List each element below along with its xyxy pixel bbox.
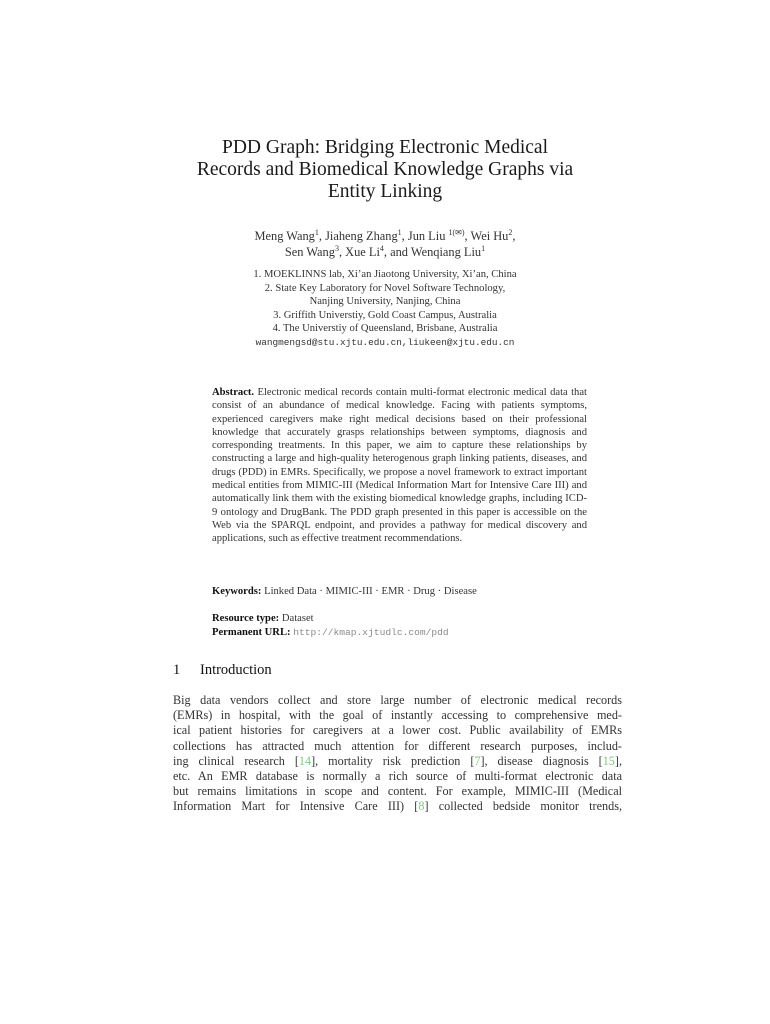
keywords-text: Linked Data · MIMIC-III · EMR · Drug · Disease (264, 586, 477, 597)
text-segment: ], disease diagnosis [ (480, 753, 603, 768)
author-affil-sup: 2 (508, 227, 513, 237)
permanent-url-link[interactable]: http://kmap.xjtudlc.com/pdd (293, 626, 449, 638)
resource-type-label: Resource type: (212, 613, 280, 624)
author-line-2 (0, 245, 770, 261)
text-line: ical patient histories for caregivers at a lower cost. Public availability of EMRs (173, 723, 622, 738)
text-line: Big data vendors collect and store large number of electronic medical records (173, 693, 622, 707)
author-affil-sup: 3 (334, 243, 339, 253)
affiliation-2-cont: Nanjing University, Nanjing, China (309, 296, 461, 308)
author-name: , Xue Li (338, 244, 380, 259)
text-segment: Information Mart for Intensive Care III) [ (173, 799, 419, 814)
section-title: Introduction (200, 662, 272, 678)
text-line: but remains limitations in scope and content. For example, MIMIC-III (Medical (173, 784, 622, 799)
affiliation-2: 2. State Key Laboratory for Novel Software Technology, (264, 282, 506, 294)
permanent-url (212, 626, 612, 640)
abstract-label: Abstract. (212, 387, 255, 398)
text-line: etc. An EMR database is normally a rich source of multi-format electronic data (173, 769, 622, 784)
text-line-with-citations (173, 754, 622, 769)
abstract-text: Electronic medical records contain multi-format electronic medical data that consist of an abundance of medical knowledge. Facing with patients symptoms, experienced caregivers make right medical decisions based on their professional knowledge that accurately grasps relationships between symptoms, diagnosis and corresponding treatments. In this paper, we aim to capture these relationships by constructing a large and high-quality heterogenous graph linking patients, diseases, and drugs (PDD) in EMRs. Specifically, we propose a novel framework to extract important medical entities from MIMIC-III (Medical Information Mart for Intensive Care III) and automatically link them with the existing biomedical knowledge graphs, including ICD-9 ontology and DrugBank. The PDD graph presented in this paper is accessible on the Web via the SPARQL endpoint, and provides a pathway for medical discovery and applications, such as effective treatment recommendations. (212, 387, 587, 545)
text-line: (EMRs) in hospital, with the goal of instantly accessing to comprehensive med- (173, 708, 622, 723)
resource-type-value: Dataset (281, 613, 314, 624)
permanent-url-label: Permanent URL: (212, 626, 291, 638)
text-segment: ], mortality risk prediction [ (311, 753, 475, 768)
title-line-1: PDD Graph: Bridging Electronic Medical (221, 137, 548, 158)
author-affil-sup: 1 (314, 227, 319, 237)
citation-link[interactable]: 7 (474, 753, 481, 768)
paper-title (0, 137, 770, 203)
affiliation-1: 1. MOEKLINNS lab, Xi’an Jiaotong University, Xi’an, China (253, 269, 517, 280)
author-affil-sup: 1 (397, 227, 402, 237)
text-line-with-citations (173, 799, 622, 814)
citation-link[interactable]: 8 (418, 799, 425, 814)
author-emails: wangmengsd@stu.xjtu.edu.cn,liukeen@xjtu.edu.cn (255, 336, 515, 348)
affiliations (0, 268, 770, 350)
affiliation-3: 3. Griffith Universtiy, Gold Coast Campus, Australia (273, 309, 497, 321)
author-affil-sup: 4 (379, 243, 384, 253)
citation-link[interactable]: 15 (602, 753, 615, 768)
section-heading (173, 662, 272, 679)
intro-paragraph (173, 693, 622, 815)
author-name: , Jun Liu (401, 229, 449, 243)
text-segment: ] collected bedside monitor trends, (424, 799, 622, 814)
section-number: 1 (173, 662, 181, 678)
text-segment: ], (614, 753, 622, 768)
text-line: collections has attracted much attention for different research purposes, includ- (173, 738, 622, 753)
author-name: , and Wenqiang Liu (383, 244, 482, 259)
author-name: , Jiaheng Zhang (318, 229, 398, 243)
author-name: Sen Wang (284, 244, 335, 259)
author-affil-sup: 1 (481, 243, 486, 253)
corresponding-author-sup: 1(✉) (448, 227, 465, 237)
text-segment: ing clinical research [ (173, 753, 299, 768)
resource-type (212, 612, 612, 626)
author-separator: , (512, 229, 516, 243)
author-line-1 (0, 229, 770, 245)
author-name: Meng Wang (254, 229, 315, 243)
keywords-label: Keywords: (212, 586, 262, 597)
author-list (0, 229, 770, 260)
keywords (212, 585, 592, 598)
abstract (212, 386, 587, 546)
author-name: , Wei Hu (464, 229, 509, 243)
title-line-3: Entity Linking (327, 181, 443, 202)
title-line-2: Records and Biomedical Knowledge Graphs via (196, 159, 574, 180)
affiliation-4: 4. The Universtiy of Queensland, Brisbane, Australia (272, 323, 498, 335)
resource-info (212, 612, 612, 639)
citation-link[interactable]: 14 (298, 753, 312, 768)
